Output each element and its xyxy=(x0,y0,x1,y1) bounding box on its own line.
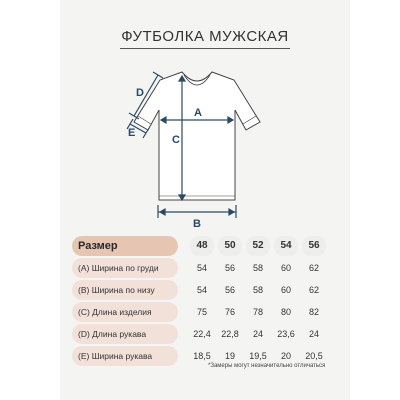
size-header-cell: 54 xyxy=(274,236,298,256)
size-header-cell: 56 xyxy=(302,236,326,256)
table-cell: 24 xyxy=(308,329,319,339)
label-a: A xyxy=(194,107,202,119)
table-cell: 18,5 xyxy=(193,351,211,361)
table-cell: 62 xyxy=(308,285,319,295)
row-label: (E) Ширина рукава xyxy=(72,346,178,366)
table-cell: 22,8 xyxy=(221,329,239,339)
table-cell: 75 xyxy=(196,307,207,317)
size-header-cell: 50 xyxy=(218,236,242,256)
table-cell: 60 xyxy=(280,263,291,273)
size-header-label: Размер xyxy=(72,236,178,256)
table-cell: 19,5 xyxy=(249,351,267,361)
measure-e-tick-right xyxy=(143,128,149,138)
row-label: (A) Ширина по груди xyxy=(72,258,178,278)
table-cell: 56 xyxy=(224,263,235,273)
table-cell: 60 xyxy=(280,285,291,295)
table-cell: 78 xyxy=(252,307,263,317)
label-b: B xyxy=(193,218,201,230)
table-cell: 82 xyxy=(308,307,319,317)
label-d: D xyxy=(136,87,144,99)
product-title: ФУТБОЛКА МУЖСКАЯ xyxy=(121,28,289,45)
table-cell: 24 xyxy=(252,329,263,339)
table-cell: 19 xyxy=(224,351,235,361)
measure-b-arrow-left xyxy=(160,209,165,215)
label-e: E xyxy=(128,127,136,139)
table-cell: 80 xyxy=(280,307,291,317)
tshirt-diagram xyxy=(60,0,350,230)
label-c: C xyxy=(172,134,180,146)
table-cell: 54 xyxy=(196,263,207,273)
measure-d-tick-top xyxy=(153,72,163,78)
table-cell: 62 xyxy=(308,263,319,273)
row-label: (D) Длина рукава xyxy=(72,324,178,344)
table-cell: 56 xyxy=(224,285,235,295)
table-cell: 23,6 xyxy=(277,329,295,339)
table-cell: 76 xyxy=(224,307,235,317)
row-label: (B) Ширина по низу xyxy=(72,280,178,300)
table-cell: 58 xyxy=(252,263,263,273)
size-header-cell: 48 xyxy=(190,236,214,256)
size-header-cell: 52 xyxy=(246,236,270,256)
table-cell: 20,5 xyxy=(305,351,323,361)
table-cell: 20 xyxy=(280,351,291,361)
table-cell: 22,4 xyxy=(193,329,211,339)
tshirt-outline xyxy=(134,72,260,200)
measure-b-arrow-right xyxy=(229,209,234,215)
footnote: *Замеры могут незначительно отличаться xyxy=(208,363,326,369)
table-cell: 58 xyxy=(252,285,263,295)
table-cell: 54 xyxy=(196,285,207,295)
row-label: (C) Длина изделия xyxy=(72,302,178,322)
